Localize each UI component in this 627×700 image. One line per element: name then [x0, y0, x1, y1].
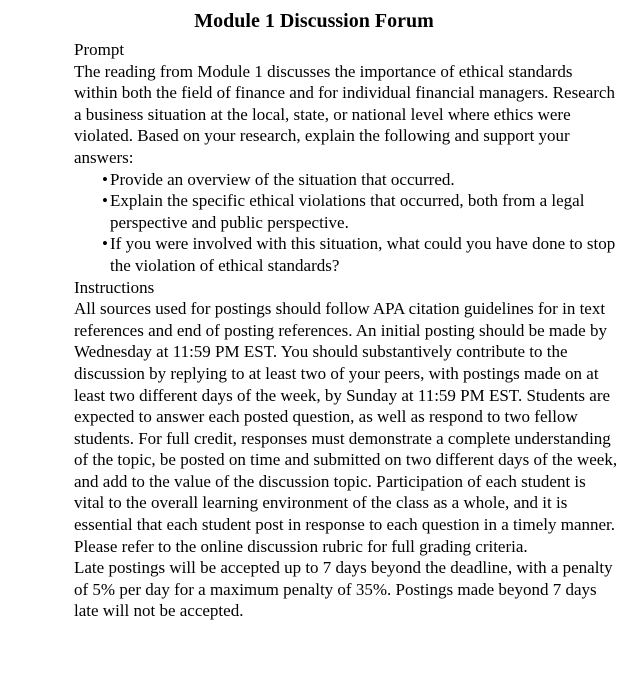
instructions-heading: Instructions [74, 277, 155, 297]
page-title: Module 1 Discussion Forum [194, 10, 434, 32]
bullet-item [74, 169, 619, 191]
bullet-item [74, 233, 619, 276]
instructions-paragraph-1: All sources used for postings should follow APA citation guidelines for in text references and end of posting references. An initial posting should be made by Wednesday at 11:59 PM EST. You should substantively contribute to the discussion by replying to at least two of your peers, with postings made on at least two different days of the week, by Sunday at 11:59 PM EST. Students are expected to answer each posted question, as well as respond to two fellow students. For full credit, responses must demonstrate a complete understanding of the topic, be posted on time and submitted on two different days of the week, and add to the value of the discussion topic. Participation of each student is vital to the overall learning environment of the class as a whole, and it is essential that each student post in response to each question in a timely manner. Please refer to the online discussion rubric for full grading criteria. [74, 299, 618, 556]
bullet-text: Explain the specific ethical violations that occurred, both from a legal perspective and public perspective. [110, 191, 585, 232]
bullet-item [74, 190, 619, 233]
bullet-text: Provide an overview of the situation that occurred. [110, 169, 455, 189]
prompt-bullet-list [74, 169, 619, 277]
bullet-icon: • [102, 234, 108, 254]
bullet-text: If you were involved with this situation, what could you have done to stop the violation of ethical standards? [110, 234, 616, 275]
prompt-heading: Prompt [74, 40, 125, 59]
bullet-icon: • [102, 169, 108, 189]
bullet-icon: • [102, 191, 108, 211]
prompt-text: The reading from Module 1 discusses the importance of ethical standards within both the field of finance and for individual financial managers. Research a business situation at the local, state, or national level where ethics were violated. Based on your research, explain the following and support your answers: [74, 61, 615, 167]
document-page [74, 8, 619, 622]
instructions-paragraph-2: Late postings will be accepted up to 7 days beyond the deadline, with a penalty of 5% per day for a maximum penalty of 35%. Postings made beyond 7 days late will not be accepted. [74, 558, 613, 621]
